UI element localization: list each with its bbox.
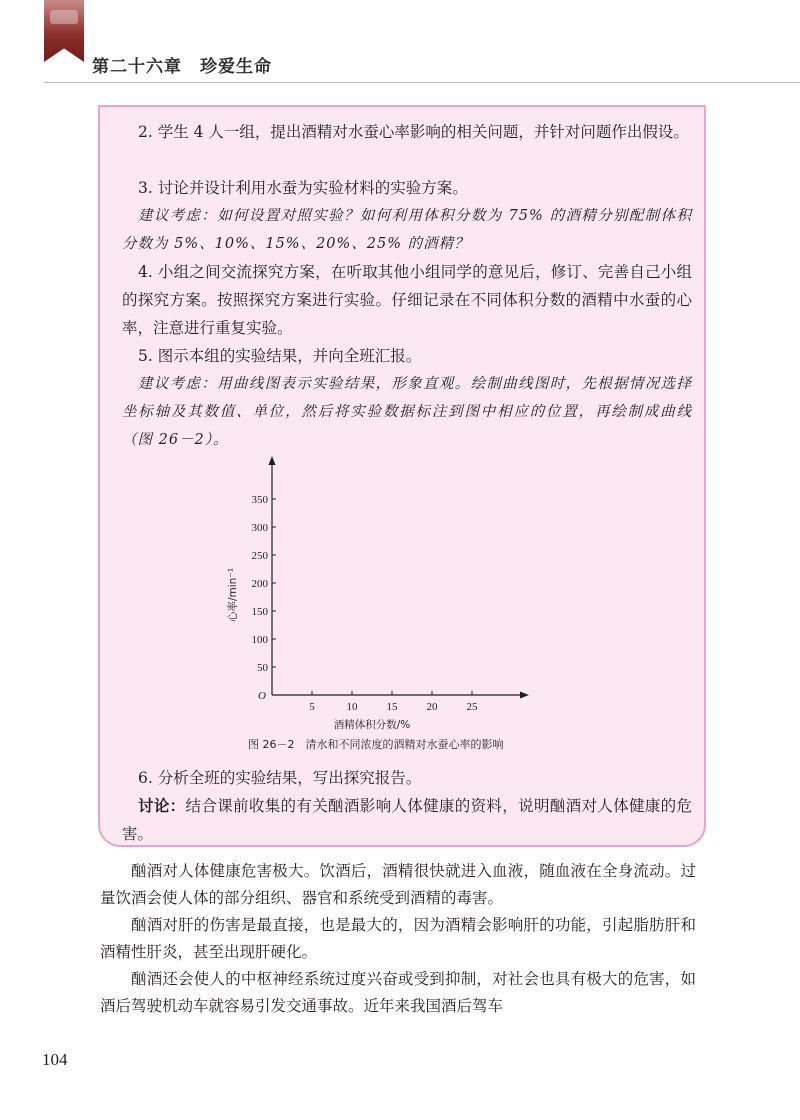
- x-axis-arrow: [520, 692, 529, 699]
- x-tick-label: 5: [309, 701, 315, 713]
- step-4: 4. 小组之间交流探究方案，在听取其他小组同学的意见后，修订、完善自己小组的探究方案。按照探究方案进行实验。仔细记录在不同体积分数的酒精中水蚕的心率，注意进行重复实验。: [122, 263, 692, 337]
- discussion-label: 讨论：: [138, 796, 186, 815]
- x-tick-label: 25: [466, 701, 478, 713]
- chapter-bookmark: [44, 0, 84, 62]
- x-axis-title: 酒精体积分数/%: [333, 719, 411, 730]
- note-2: 建议考虑：用曲线图表示实验结果，形象直观。绘制曲线图时，先根据情况选择坐标轴及其数值、单位，然后将实验数据标注到图中相应的位置，再绘制成曲线（图 26－2）。: [122, 376, 692, 448]
- x-tick-label: 15: [386, 701, 398, 713]
- x-tick-label: 10: [346, 701, 358, 713]
- y-tick-label: 300: [251, 522, 268, 534]
- origin-label: O: [258, 690, 266, 702]
- body-paragraph-2: 酗酒对肝的伤害是最直接，也是最大的，因为酒精会影响肝的功能，引起脂肪肝和酒精性肝炎，甚至出现肝硬化。: [100, 916, 696, 961]
- discussion-text: 结合课前收集的有关酗酒影响人体健康的资料，说明酗酒对人体健康的危害。: [122, 797, 692, 843]
- chapter-title: 第二十六章 珍爱生命: [92, 57, 272, 77]
- discussion: [122, 792, 692, 848]
- step-5: 5. 图示本组的实验结果，并向全班汇报。: [138, 347, 422, 365]
- step-2: 2. 学生 4 人一组，提出酒精对水蚕心率影响的相关问题，并针对问题作出假设。: [138, 123, 689, 141]
- y-tick-label: 150: [251, 606, 268, 618]
- figure-caption: 图 26－2 清水和不同浓度的酒精对水蚕心率的影响: [248, 738, 504, 751]
- note-1: 建议考虑：如何设置对照实验？如何利用体积分数为 75% 的酒精分别配制体积分数为 5%、10%、15%、20%、25% 的酒精？: [122, 208, 692, 252]
- step-3: 3. 讨论并设计利用水蚕为实验材料的实验方案。: [138, 179, 468, 197]
- y-axis-title: 心率/min⁻¹: [227, 567, 239, 623]
- body-paragraph-3: 酗酒还会使人的中枢神经系统过度兴奋或受到抑制，对社会也具有极大的危害，如酒后驾驶机动车就容易引发交通事故。近年来我国酒后驾车: [100, 970, 696, 1015]
- y-tick-label: 100: [251, 634, 268, 646]
- heart-rate-chart: [222, 455, 542, 730]
- y-axis-arrow: [269, 456, 276, 465]
- body-paragraph-1: 酗酒对人体健康危害极大。饮酒后，酒精很快就进入血液，随血液在全身流动。过量饮酒会使人体的部分组织、器官和系统受到酒精的毒害。: [100, 862, 696, 907]
- header-rule: [44, 82, 800, 83]
- x-tick-label: 20: [426, 701, 438, 713]
- y-tick-label: 250: [251, 550, 268, 562]
- step-6: 6. 分析全班的实验结果，写出探究报告。: [138, 769, 422, 787]
- page-number: 104: [42, 1050, 68, 1069]
- y-tick-label: 350: [251, 494, 268, 506]
- y-tick-label: 50: [257, 662, 268, 674]
- y-tick-label: 200: [251, 578, 268, 590]
